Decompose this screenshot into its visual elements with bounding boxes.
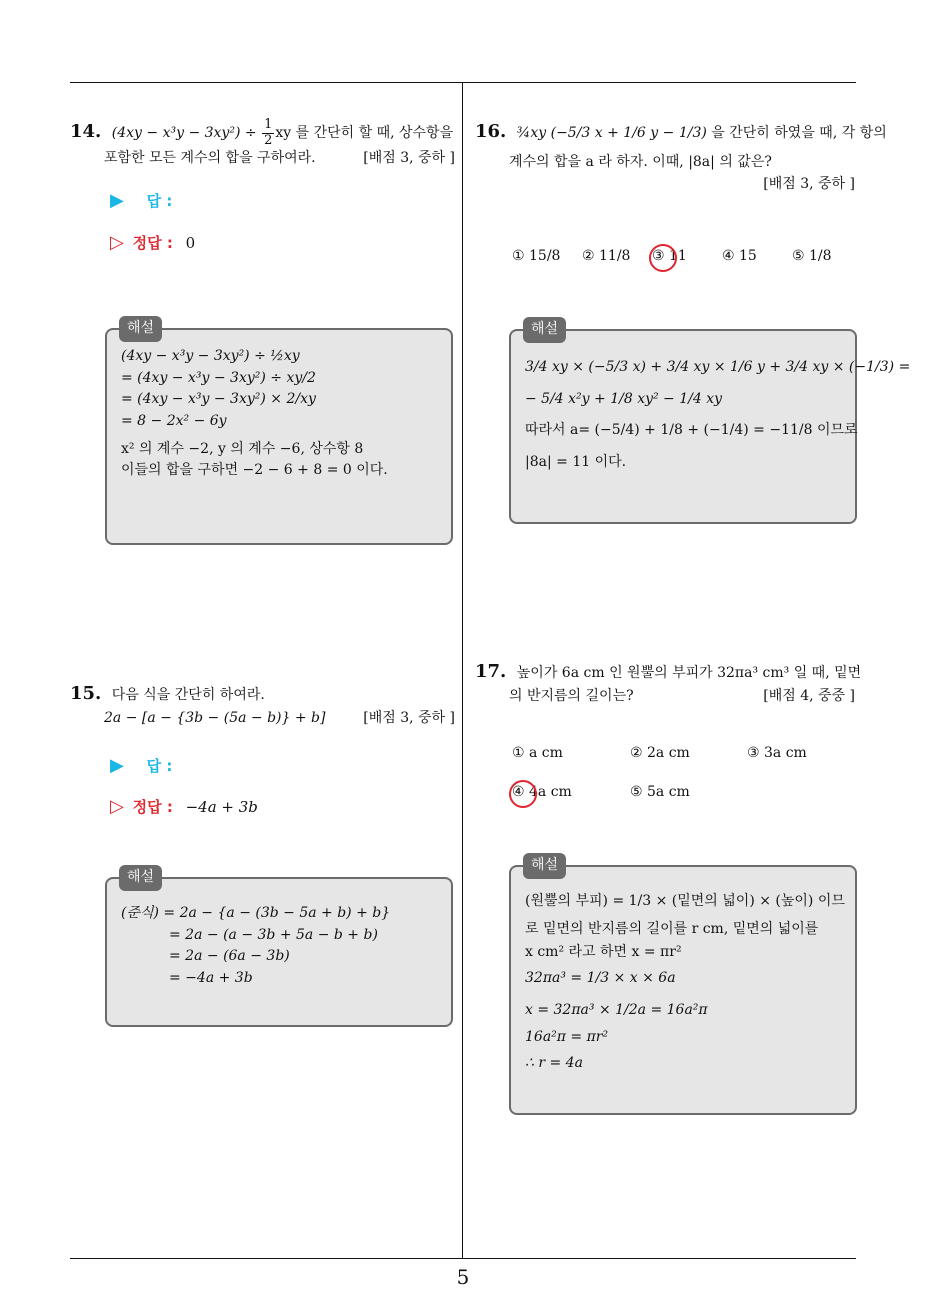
explanation-box xyxy=(105,869,453,1027)
choice-2[interactable]: ② 2a cm xyxy=(630,745,690,761)
choice-2[interactable]: ② 11/8 xyxy=(582,248,631,264)
explanation-line: 로 밑면의 반지름의 길이를 r cm, 밑면의 넓이를 xyxy=(525,920,819,937)
explanation-line: ∴ r = 4a xyxy=(525,1055,583,1072)
explanation-tab: 해설 xyxy=(119,316,162,342)
problem-text: 을 간단히 하였을 때, 각 항의 xyxy=(711,125,887,141)
explanation-line: = 2a − (6a − 3b) xyxy=(169,948,290,965)
problem-expression: ¾xy (−5/3 x + 1/6 y − 1/3) xyxy=(516,125,707,141)
bottom-rule xyxy=(70,1258,856,1259)
explanation-line: − 5/4 x²y + 1/8 xy² − 1/4 xy xyxy=(525,390,723,407)
score-tag: [배점 4, 중중 ] xyxy=(763,687,855,704)
answer-label: 답 : xyxy=(146,192,173,211)
explanation-line: = 8 − 2x² − 6y xyxy=(121,413,227,430)
problem-text: 높이가 6a cm 인 원뿔의 부피가 32πa³ cm³ 일 때, 밑면 xyxy=(516,665,862,681)
explanation-line: 3/4 xy × (−5/3 x) + 3/4 xy × 1/6 y + 3/4 xy × (−1/3) = xyxy=(525,359,911,375)
answer-mark-circle xyxy=(509,780,537,808)
fraction: $\frac{1}{2}$ xyxy=(264,117,273,148)
choice-5[interactable]: ⑤ 5a cm xyxy=(630,784,690,800)
explanation-tab: 해설 xyxy=(523,317,566,343)
explanation-line: (준식) = 2a − {a − (3b − 5a + b) + b} xyxy=(121,905,391,921)
explanation-box xyxy=(509,857,857,1115)
problem-number: 17. xyxy=(475,661,507,682)
explanation-line: 이들의 합을 구하면 −2 − 6 + 8 = 0 이다. xyxy=(121,462,388,479)
problem-number: 15. xyxy=(70,683,102,704)
score-tag: [배점 3, 중하 ] xyxy=(763,175,855,192)
choice-1[interactable]: ① 15/8 xyxy=(512,248,561,264)
score-tag: [배점 3, 중하 ] xyxy=(363,149,455,166)
explanation-line: = 2a − (a − 3b + 5a − b + b) xyxy=(169,926,378,943)
explanation-tab: 해설 xyxy=(523,853,566,879)
solution-value: −4a + 3b xyxy=(185,798,258,817)
problem-15 xyxy=(70,680,455,821)
explanation-line: x² 의 계수 −2, y 의 계수 −6, 상수항 8 xyxy=(121,440,364,457)
problem-text: xy 를 간단히 할 때, 상수항을 xyxy=(275,125,454,141)
explanation-box xyxy=(105,320,453,545)
problem-expression: 2a − [a − {3b − (5a − b)} + b] xyxy=(104,709,326,726)
page-number: 5 xyxy=(456,1265,470,1289)
problem-number: 16. xyxy=(475,121,507,142)
choice-1[interactable]: ① a cm xyxy=(512,745,563,761)
solution-value: 0 xyxy=(185,234,196,253)
explanation-line: 32πa³ = 1/3 × x × 6a xyxy=(525,970,676,987)
explanation-line: 16a²π = πr² xyxy=(525,1029,609,1046)
explanation-line: = (4xy − x³y − 3xy²) ÷ xy/2 xyxy=(121,369,316,386)
explanation-line: (4xy − x³y − 3xy²) ÷ ½xy xyxy=(121,348,300,364)
explanation-line: x cm² 라고 하면 x = πr² xyxy=(525,944,682,961)
problem-text: 다음 식을 간단히 하여라. xyxy=(111,687,265,703)
play-arrow-icon: ▶ xyxy=(110,190,124,212)
problem-expression: (4xy − x³y − 3xy²) ÷ xyxy=(111,125,262,141)
problem-14 xyxy=(70,118,455,257)
problem-text: 포함한 모든 계수의 합을 구하여라. xyxy=(104,149,316,166)
problem-number: 14. xyxy=(70,121,102,142)
problem-text: 계수의 합을 a 라 하자. 이때, |8a| 의 값은? xyxy=(509,153,772,170)
top-rule xyxy=(70,82,856,83)
choice-3[interactable]: ③ 11 xyxy=(652,248,687,264)
choice-4[interactable]: ④ 4a cm xyxy=(512,784,572,800)
solution-label: 정답 : xyxy=(132,798,173,817)
problem-16 xyxy=(475,118,887,195)
score-tag: [배점 3, 중하 ] xyxy=(363,709,455,726)
problem-text: 의 반지름의 길이는? xyxy=(509,687,634,704)
explanation-line: = (4xy − x³y − 3xy²) × 2/xy xyxy=(121,391,316,408)
explanation-box xyxy=(509,321,911,524)
triangle-arrow-icon: ▷ xyxy=(110,232,124,254)
problem-17 xyxy=(475,658,860,708)
play-arrow-icon: ▶ xyxy=(110,754,124,776)
explanation-line: (원뿔의 부피) = 1/3 × (밑면의 넓이) × (높이) 이므 xyxy=(525,893,845,909)
triangle-arrow-icon: ▷ xyxy=(110,796,124,818)
explanation-tab: 해설 xyxy=(119,865,162,891)
explanation-line: x = 32πa³ × 1/2a = 16a²π xyxy=(525,1001,708,1018)
choice-3[interactable]: ③ 3a cm xyxy=(747,745,807,761)
solution-label: 정답 : xyxy=(132,234,173,253)
choice-4[interactable]: ④ 15 xyxy=(722,248,757,264)
explanation-line: = −4a + 3b xyxy=(169,970,253,987)
column-divider xyxy=(462,83,463,1258)
answer-mark-circle xyxy=(649,244,677,272)
explanation-line: 따라서 a= (−5/4) + 1/8 + (−1/4) = −11/8 이므로 xyxy=(525,422,858,439)
choice-5[interactable]: ⑤ 1/8 xyxy=(792,248,832,264)
explanation-line: |8a| = 11 이다. xyxy=(525,454,627,471)
answer-label: 답 : xyxy=(146,756,173,775)
